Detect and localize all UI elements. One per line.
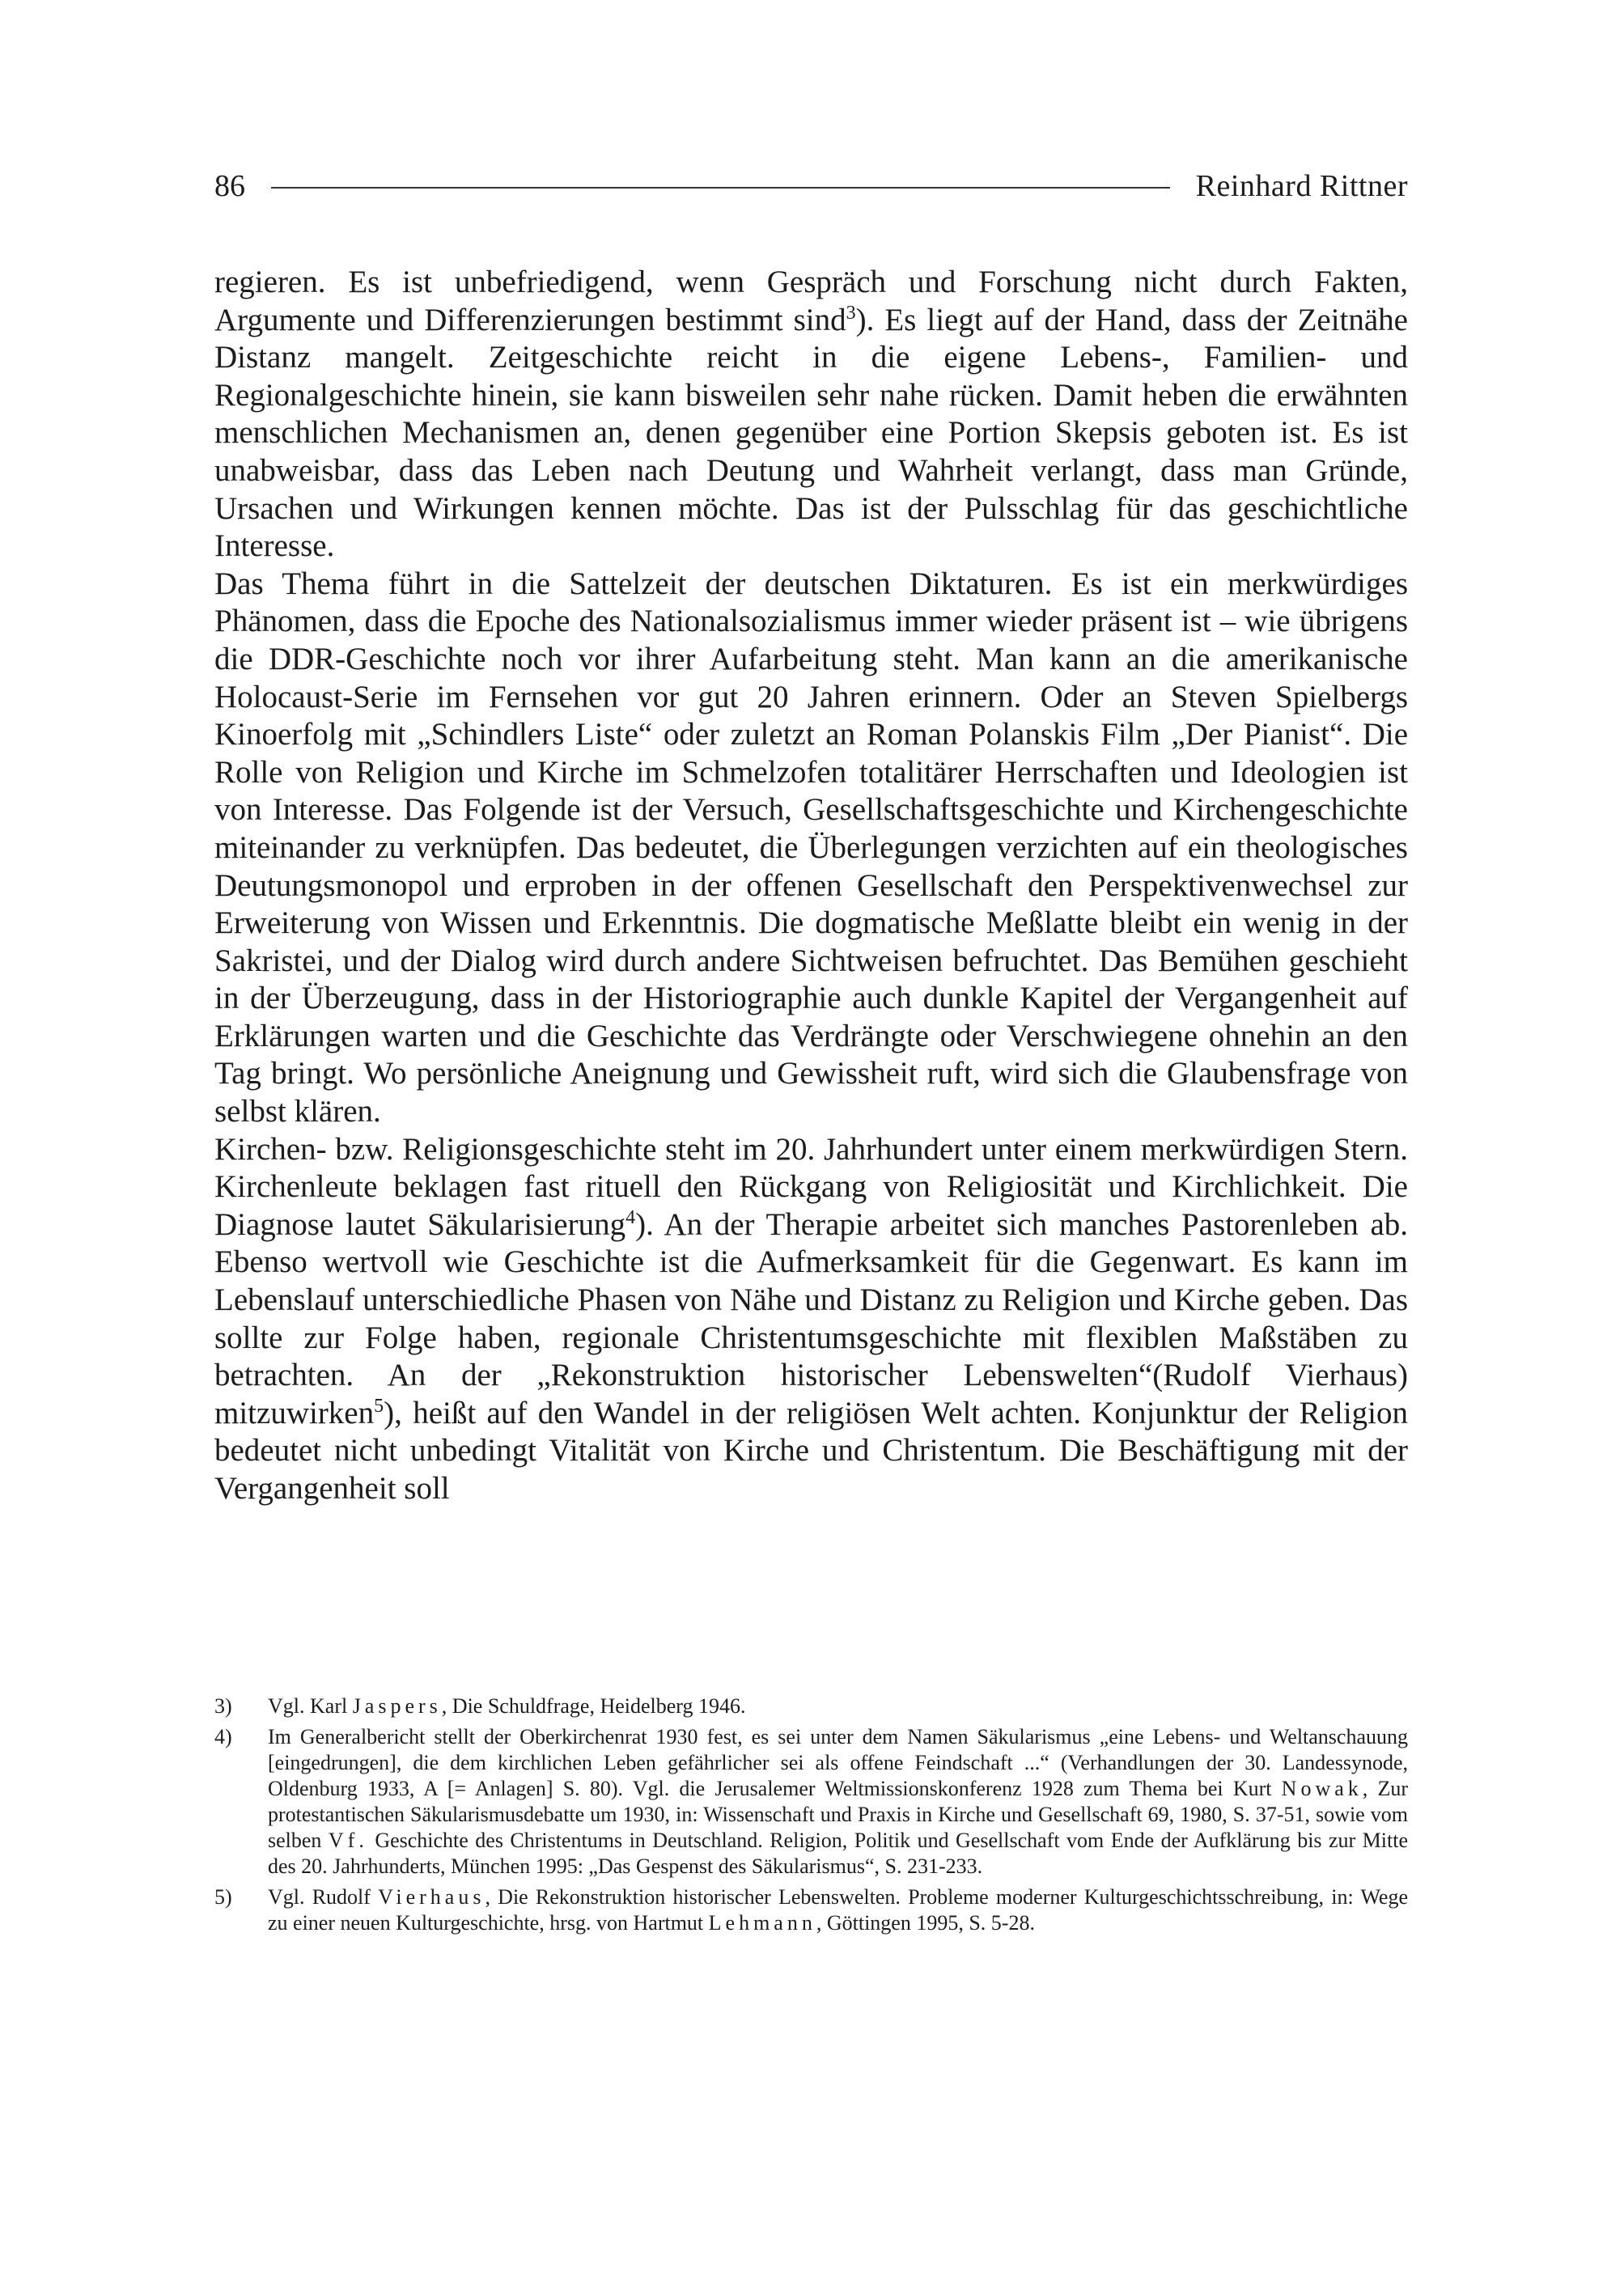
paragraph-1-text-b: ). Es liegt auf der Hand, dass der Zeitnähe Distanz mangelt. Zeitgeschichte reicht in die eigene Lebens-, Familien- und Regionalgeschichte hinein, sie kann bisweilen sehr nahe rücken. Damit heben die erwähnten menschlichen Mechanismen an, denen gegenüber eine Portion Skepsis geboten ist. Es ist unabweisbar, dass das Leben nach Deutung und Wahrheit verlangt, dass man Gründe, Ursachen und Wirkungen kennen möchte. Das ist der Pulsschlag für das geschichtliche Interesse.	[214, 302, 1408, 564]
paragraph-3-text-a: Kirchen- bzw. Religionsgeschichte steht im 20. Jahrhundert unter einem merkwürdigen Stern. Kirchenleute beklagen fast rituell den Rückgang von Religiosität und Kirchlichkeit. Die Diagnose lautet Säkularisierung	[214, 1131, 1408, 1242]
footnote-author-name: Nowak	[1281, 1777, 1363, 1800]
footnote-text-b: , Die Rekonstruktion historischer Lebenswelten. Probleme moderner Kulturgeschichtsschreibung, in: Wege zu einer neuen Kulturgeschichte, hrsg. von Hartmut	[268, 1885, 1408, 1935]
footnote-text	[268, 1693, 1408, 1719]
footnote-text	[268, 1724, 1408, 1880]
paragraph-3-text-b: ). An der Therapie arbeitet sich manches Pastorenleben ab. Ebenso wertvoll wie Geschichte ist die Aufmerksamkeit für die Gegenwart. Es kann im Lebenslauf unterschiedliche Phasen von Nähe und Distanz zu Religion und Kirche geben. Das sollte zur Folge haben, regionale Christentumsgeschichte mit flexiblen Maßstäben zu betrachten. An der „Rekonstruktion historischer Lebenswelten“(Rudolf Vierhaus) mitzuwirken	[214, 1206, 1408, 1430]
footnote-ref-5: 5	[374, 1395, 384, 1417]
footnote-text-a: Vgl. Karl	[268, 1694, 353, 1718]
paragraph-2: Das Thema führt in die Sattelzeit der deutschen Diktaturen. Es ist ein merkwürdiges Phänomen, dass die Epoche des Nationalsozialismus immer wieder präsent ist – wie übrigens die DDR-Geschichte noch vor ihrer Aufarbeitung steht. Man kann an die amerikanische Holocaust-Serie im Fernsehen vor gut 20 Jahren erinnern. Oder an Steven Spielbergs Kinoerfolg mit „Schindlers Liste“ oder zuletzt an Roman Polanskis Film „Der Pianist“. Die Rolle von Religion und Kirche im Schmelzofen totalitärer Herrschaften und Ideologien ist von Interesse. Das Folgende ist der Versuch, Gesellschaftsgeschichte und Kirchengeschichte miteinander zu verknüpfen. Das bedeutet, die Überlegungen verzichten auf ein theologisches Deutungsmonopol und erproben in der offenen Gesellschaft den Perspektivenwechsel zur Erweiterung von Wissen und Erkenntnis. Die dogmatische Meßlatte bleibt ein wenig in der Sakristei, und der Dialog wird durch andere Sichtweisen befruchtet. Das Bemühen geschieht in der Überzeugung, dass in der Historiographie auch dunkle Kapitel der Vergangenheit auf Erklärungen warten und die Geschichte das Verdrängte oder Verschwiegene ohnehin an den Tag bringt. Wo persönliche Aneignung und Gewissheit ruft, wird sich die Glaubensfrage von selbst klären.	[214, 566, 1408, 1130]
paragraph-1-text-a: regieren. Es ist unbefriedigend, wenn Gespräch und Forschung nicht durch Fakten, Argumente und Differenzierungen bestimmt sind	[214, 265, 1408, 337]
footnote-author-abbrev: Vf.	[328, 1829, 368, 1852]
footnotes	[214, 1693, 1408, 1941]
footnote-text-a: Im Generalbericht stellt der Oberkirchenrat 1930 fest, es sei unter dem Namen Säkularismus „eine Lebens- und Weltanschauung [eingedrungen], die dem kirchlichen Leben gefährlicher sei als offene Feindschaft ...“ (Verhandlungen der 30. Landessynode, Oldenburg 1933, A [= Anlagen] S. 80). Vgl. die Jerusalemer Weltmissionskonferenz 1928 zum Thema bei Kurt	[268, 1725, 1408, 1800]
footnote-text-c: , Göttingen 1995, S. 5-28.	[816, 1911, 1035, 1935]
running-head-author: Reinhard Rittner	[1195, 169, 1408, 203]
paragraph-3	[214, 1131, 1408, 1508]
footnote-author-name: Vierhaus	[378, 1885, 486, 1909]
footnote-text-b: , Die Schuldfrage, Heidelberg 1946.	[441, 1694, 746, 1718]
footnote-text-b: , Zur protestantischen Säkularismusdebatte um 1930, in: Wissenschaft und Praxis in Kirche und Gesellschaft 69, 1980, S. 37-51, sowie vom selben	[268, 1777, 1408, 1852]
paragraph-1	[214, 264, 1408, 566]
header-rule	[271, 187, 1170, 189]
footnote-number: 4)	[214, 1725, 232, 1748]
paragraph-3-text-c: ), heißt auf den Wandel in der religiösen Welt achten. Konjunktur der Religion bedeutet nicht unbedingt Vitalität von Kirche und Christentum. Die Beschäftigung mit der Vergangenheit soll	[214, 1395, 1408, 1506]
footnote-text-c: Geschichte des Christentums in Deutschland. Religion, Politik und Gesellschaft vom Ende der Aufklärung bis zur Mitte des 20. Jahrhunderts, München 1995: „Das Gespenst des Säkularismus“, S. 231-233.	[268, 1829, 1409, 1878]
footnote-ref-4: 4	[625, 1206, 636, 1228]
footnote-3	[214, 1693, 1408, 1719]
footnote-ref-3: 3	[846, 302, 856, 324]
footnote-author-name: Jaspers	[352, 1694, 442, 1718]
running-header	[214, 162, 1408, 210]
footnote-text	[268, 1884, 1408, 1936]
footnote-editor-name: Lehmann	[708, 1911, 816, 1935]
footnote-number: 5)	[214, 1885, 232, 1909]
footnote-4	[214, 1724, 1408, 1880]
page-number: 86	[214, 169, 245, 203]
main-text	[214, 264, 1408, 1508]
footnote-number: 3)	[214, 1694, 232, 1718]
footnote-text-a: Vgl. Rudolf	[268, 1885, 379, 1909]
footnote-5	[214, 1884, 1408, 1936]
